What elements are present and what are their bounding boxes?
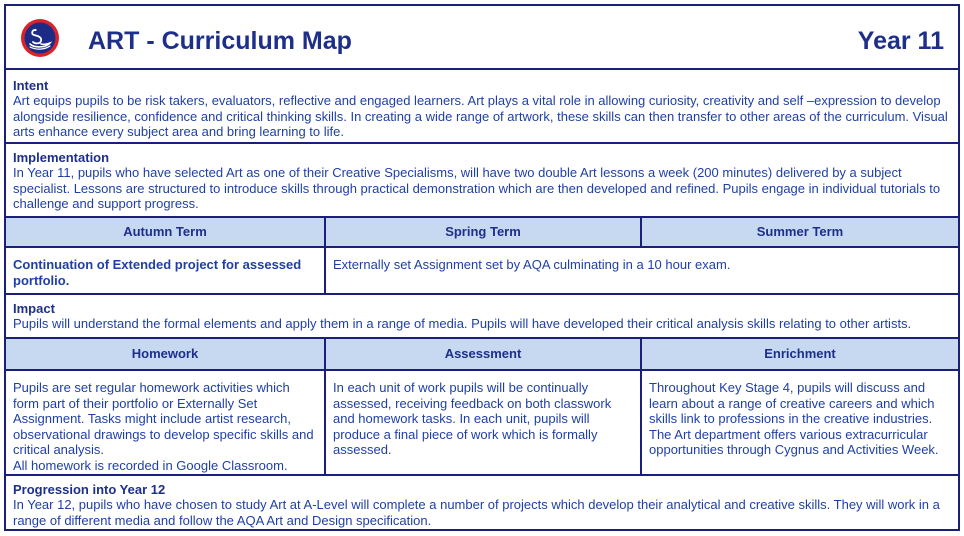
homework-note: All homework is recorded in Google Classroom. [13,457,288,473]
details-content-row [6,371,958,476]
intent-text: Art equips pupils to be risk takers, evaluators, reflective and engaged learners. Art plays a vital role in allowing curiosity, creativity and self –expression to develop alongside resilience, confidence and critical thinking skills. In creating a wide range of artwork, these skills can then transfer to other areas of the curriculum. Visual arts enhance every subject area and bring learning to life. [13,93,948,139]
implementation-section [6,144,958,218]
impact-heading: Impact [13,301,55,316]
details-header-row [6,339,958,371]
autumn-term-header: Autumn Term [123,224,207,240]
homework-header: Homework [131,346,199,362]
assessment-header: Assessment [324,339,640,369]
homework-text: Pupils are set regular homework activities which form part of their portfolio or Externally Set Assignment. Tasks might include artist research, observational drawings to develop specific skills and critical analysis. [13,380,314,457]
assessment-content: In each unit of work pupils will be continually assessed, receiving feedback on both classwork and homework tasks. In each unit, pupils will produce a final piece of work which is formally assessed. [324,371,640,474]
impact-section [6,295,958,339]
page-header [6,6,958,70]
homework-content [6,371,324,474]
spring-term-header: Spring Term [324,218,640,246]
page-title: ART - Curriculum Map [88,27,352,55]
impact-text: Pupils will understand the formal elements and apply them in a range of media. Pupils will have developed their critical analysis skills relating to other artists. [13,316,912,331]
terms-content-row [6,248,958,295]
implementation-text: In Year 11, pupils who have selected Art as one of their Creative Specialisms, will have two double Art lessons a week (200 minutes) delivered by a subject specialist. Lessons are structured to introduce skills through practical demonstration which are then developed and refined. Pupils engage in individual tutorials to challenge and support progress. [13,165,941,211]
spring-summer-term-content: Externally set Assignment set by AQA culminating in a 10 hour exam. [324,248,958,293]
progression-heading: Progression into Year 12 [13,482,166,497]
year-label: Year 11 [857,27,944,55]
summer-term-header: Summer Term [640,218,958,246]
terms-header-row [6,218,958,248]
enrichment-header: Enrichment [640,339,958,369]
intent-heading: Intent [13,78,49,93]
swan-logo-icon [20,18,60,58]
intent-section [6,72,958,144]
curriculum-map [4,4,960,531]
autumn-term-content: Continuation of Extended project for assessed portfolio. [13,257,302,288]
implementation-heading: Implementation [13,150,110,165]
enrichment-content: Throughout Key Stage 4, pupils will discuss and learn about a range of creative careers and which skills link to professions in the creative industries. The Art department offers various extracurricular opportunities through Cygnus and Activities Week. [640,371,958,474]
progression-text: In Year 12, pupils who have chosen to study Art at A-Level will complete a number of projects which develop their analytical and creative skills. They will work in a range of different media and follow the AQA Art and Design specification. [13,497,940,528]
progression-section [6,476,958,529]
